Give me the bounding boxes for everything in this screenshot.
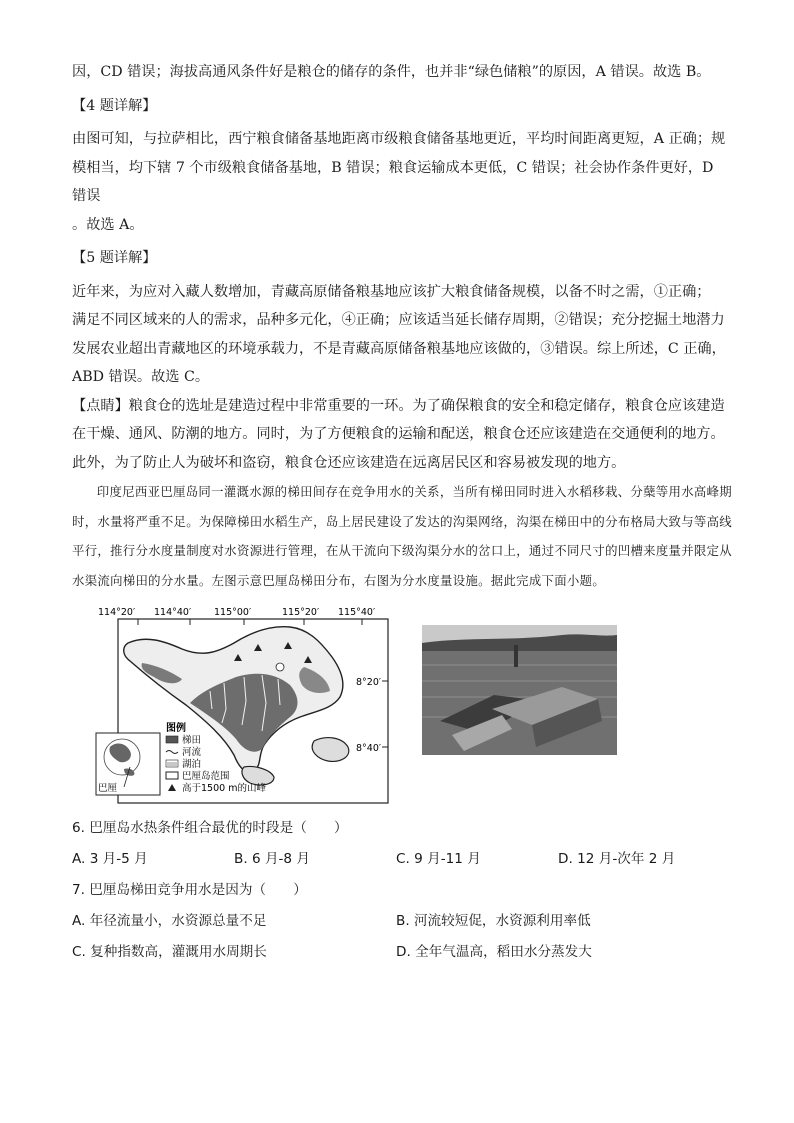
- legend-item: 高于1500 m的山峰: [182, 783, 266, 794]
- question-7-stem: 7. 巴厘岛梯田竞争用水是因为（ ）: [72, 882, 307, 898]
- text-line: 近年来，为应对入藏人数增加，青藏高原储备粮基地应该扩大粮食储备规模，以备不时之需，①正确；: [72, 283, 711, 300]
- water-measure-photo: [422, 625, 617, 755]
- option-d[interactable]: D. 12 月-次年 2 月: [558, 851, 676, 867]
- document-page: [72, 58, 732, 968]
- option-c[interactable]: C. 9 月-11 月: [396, 851, 481, 867]
- question-6-stem: 6. 巴厘岛水热条件组合最优的时段是（ ）: [72, 820, 348, 836]
- text-line: 由图可知，与拉萨相比，西宁粮食储备基地距离市级粮食储备基地更近，平均时间距离更短，A 正确；规: [72, 131, 726, 147]
- lon-label: 115°40′: [338, 607, 376, 618]
- text-line: 模相当，均下辖 7 个市级粮食储备基地，B 错误；粮食运输成本更低，C 错误；社会协作条件更好，D 错误: [72, 159, 714, 204]
- option-a[interactable]: A. 年径流量小，水资源总量不足: [72, 913, 267, 929]
- legend-item: 梯田: [182, 735, 202, 746]
- text-line: 因，CD 错误；海拔高通风条件好是粮仓的储存的条件，也并非“绿色储粮”的原因，A 错误。故选 B。: [72, 64, 711, 80]
- question-6-options: [72, 844, 732, 875]
- tip-line: 此外，为了防止人为破坏和盗窃，粮食仓还应该建造在远离居民区和容易被发现的地方。: [72, 454, 626, 471]
- tip-line: 在干燥、通风、防潮的地方。同时，为了方便粮食的运输和配送，粮食仓还应该建造在交通便利的地方。: [72, 426, 725, 442]
- option-d[interactable]: D. 全年气温高，稻田水分蒸发大: [396, 944, 592, 960]
- figures: [72, 605, 732, 813]
- legend-item: 河流: [182, 747, 202, 758]
- legend-item: 巴厘岛范围: [182, 771, 230, 782]
- lat-label: 8°20′: [356, 677, 382, 688]
- section-heading-q5: 【5 题详解】: [72, 250, 157, 266]
- option-c[interactable]: C. 复种指数高，灌溉用水周期长: [72, 944, 267, 960]
- question-7-options-row1: [72, 906, 732, 937]
- lon-label: 114°20′: [98, 607, 136, 618]
- lake-icon: [276, 663, 284, 671]
- text-line: 。故选 A。: [72, 216, 144, 233]
- bali-terrace-map: [94, 605, 394, 805]
- question-7-options-row2: [72, 937, 732, 968]
- text-line: ABD 错误。故选 C。: [72, 369, 210, 385]
- legend-title: 图例: [166, 723, 186, 734]
- option-a[interactable]: A. 3 月-5 月: [72, 851, 148, 867]
- lon-label: 115°20′: [282, 607, 320, 618]
- lon-label: 114°40′: [154, 607, 192, 618]
- lon-label: 115°00′: [214, 607, 252, 618]
- legend-item: 湖泊: [182, 759, 202, 770]
- text-line: 满足不同区域来的人的需求，品种多元化，④正确；应该适当延长储存周期，②错误；充分挖掘土地潜力: [72, 312, 725, 328]
- option-b[interactable]: B. 6 月-8 月: [234, 851, 311, 867]
- text-line: 发展农业超出青藏地区的环境承载力，不是青藏高原储备粮基地应该做的，③错误。综上所述，C 正确，: [72, 340, 726, 357]
- tip-line: 【点睛】粮食仓的选址是建造过程中非常重要的一环。为了确保粮食的安全和稳定储存，粮食仓应该建造: [72, 397, 725, 414]
- lat-label: 8°40′: [356, 743, 382, 754]
- inset-label: 巴厘: [98, 783, 118, 794]
- section-heading-q4: 【4 题详解】: [72, 97, 157, 114]
- reading-passage: 印度尼西亚巴厘岛同一灌溉水源的梯田间存在竞争用水的关系，当所有梯田同时进入水稻移栽、分蘖等用水高峰期时，水量将严重不足。为保障梯田水稻生产，岛上居民建设了发达的沟渠网络，沟渠在梯田中的分布格局大致与等高线平行，推行分水度量制度对水资源进行管理，在从干流向下级沟渠分水的岔口上，通过不同尺寸的凹槽来度量并限定从水渠流向梯田的分水量。左图示意巴厘岛梯田分布，右图为分水度量设施。据此完成下面小题。: [72, 484, 732, 588]
- option-b[interactable]: B. 河流较短促，水资源利用率低: [396, 913, 591, 929]
